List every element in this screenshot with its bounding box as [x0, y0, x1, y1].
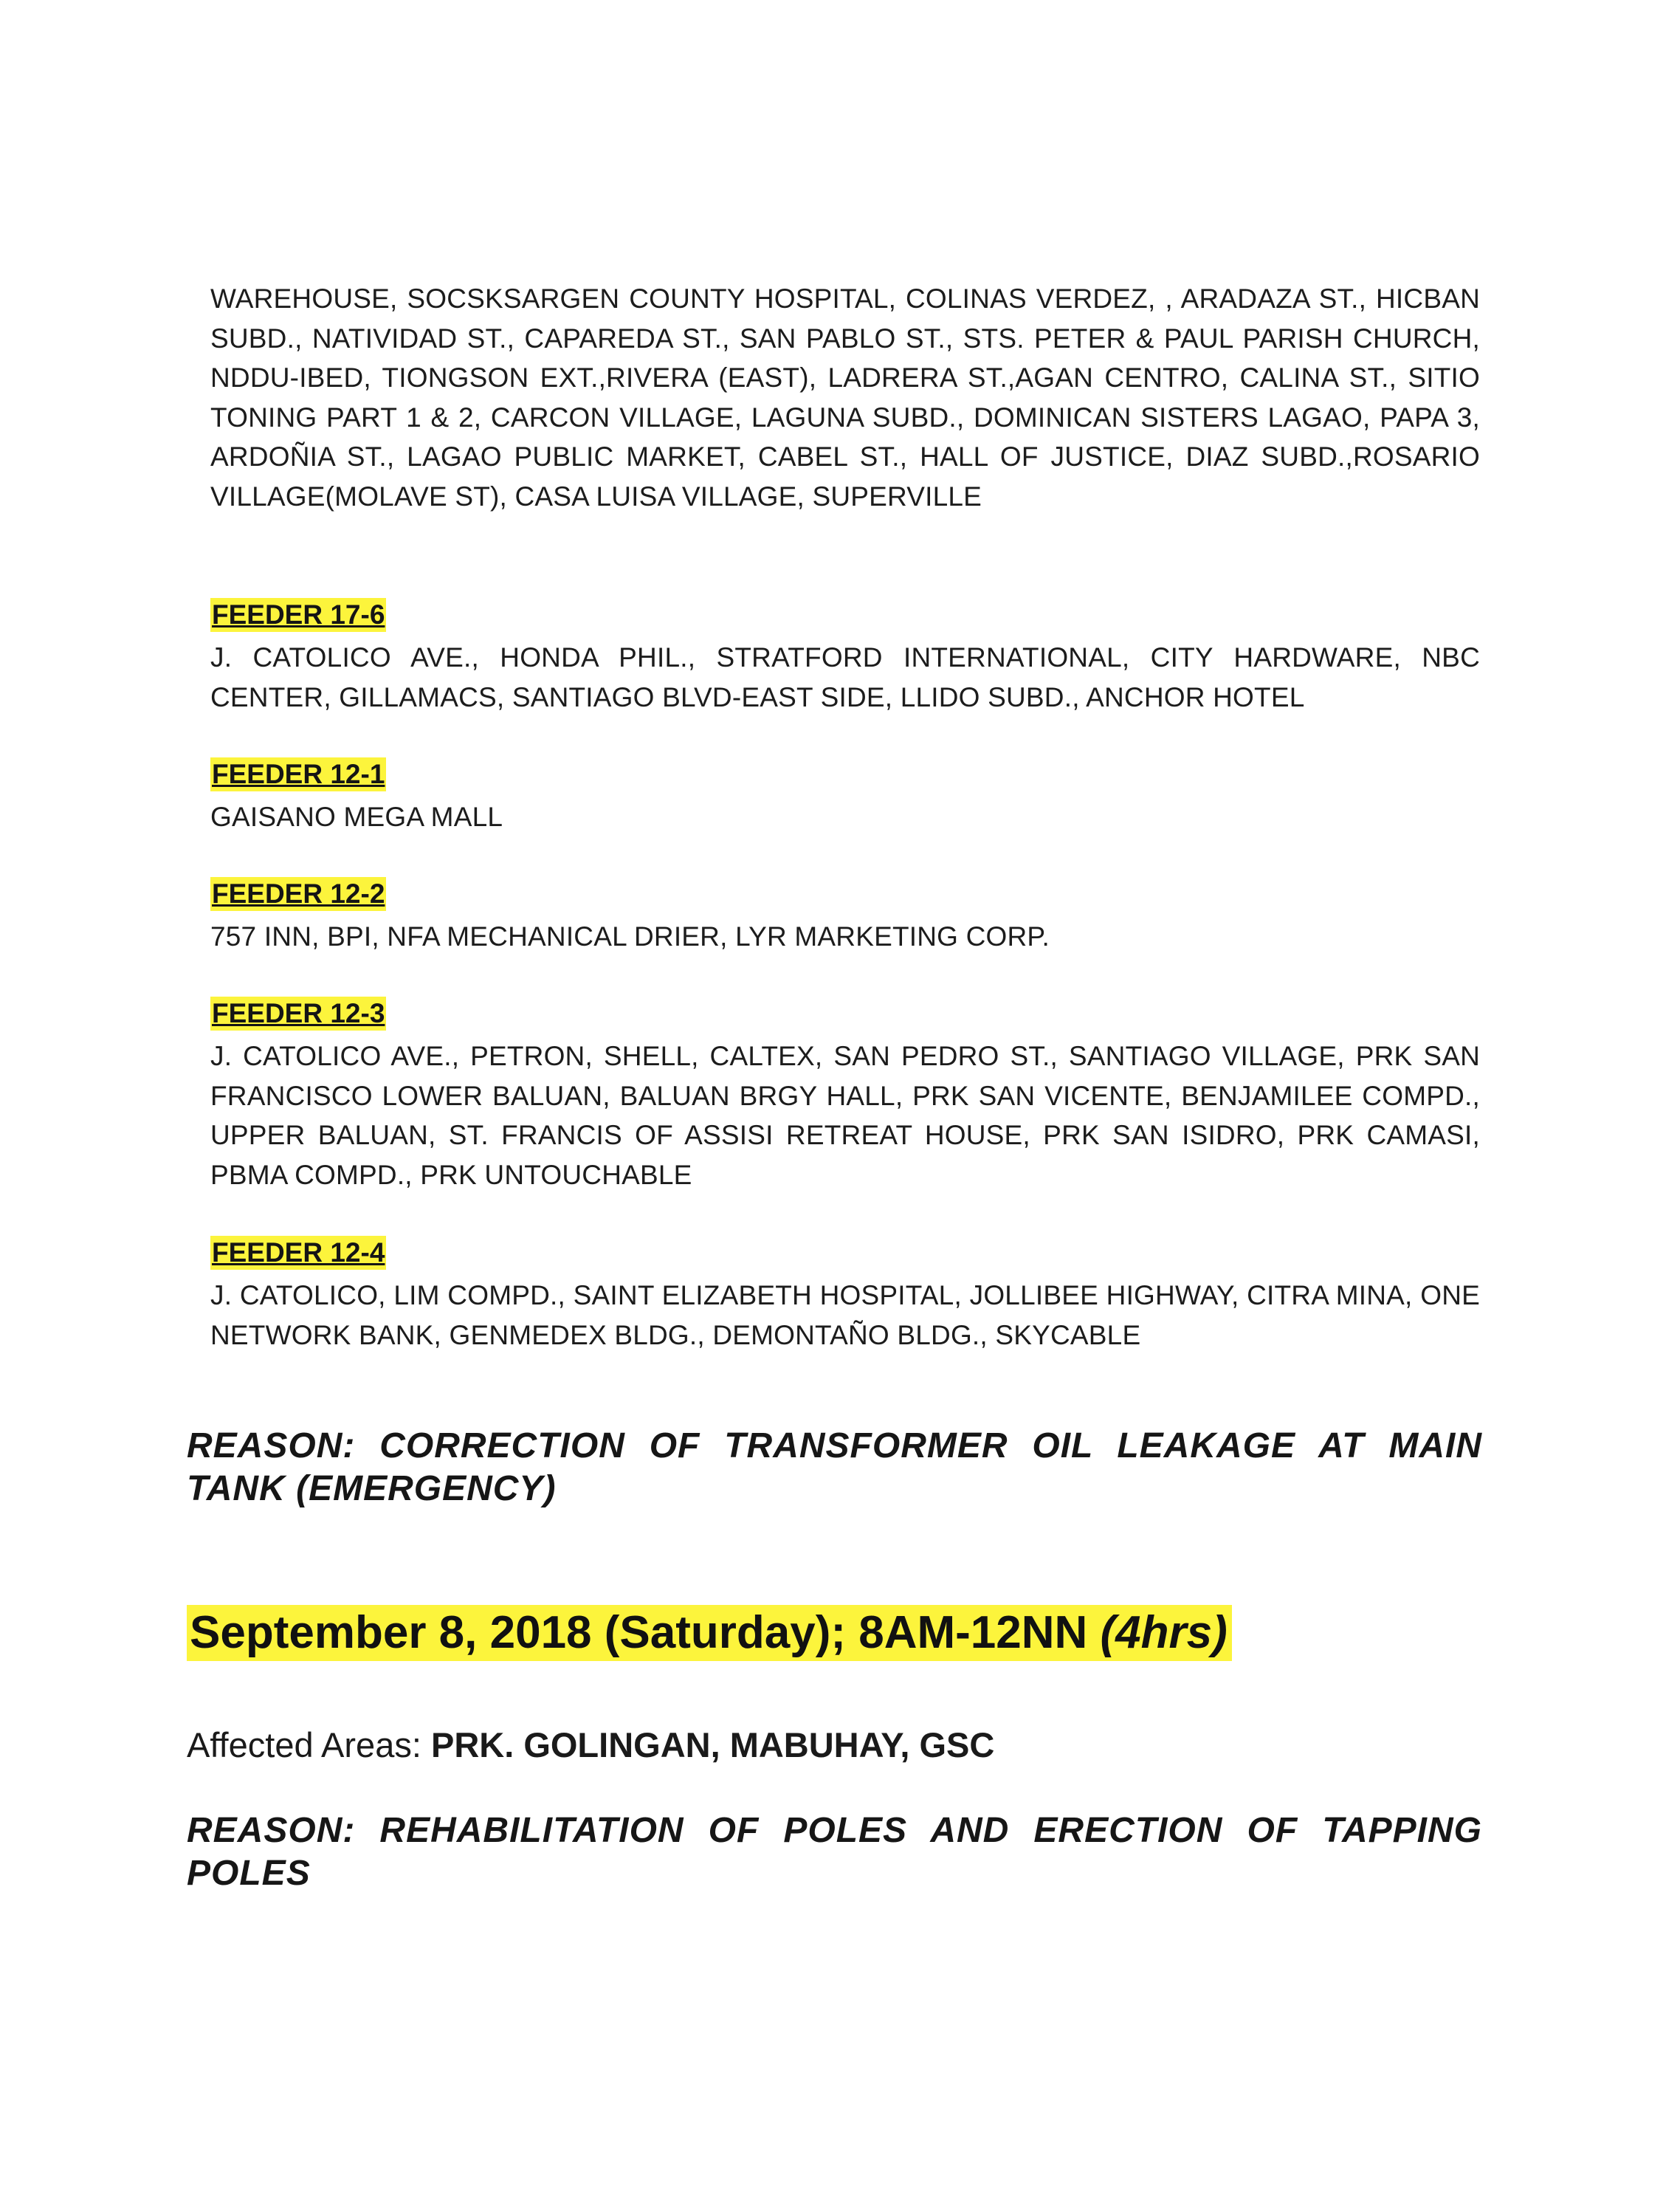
reason-rehabilitation: REASON: REHABILITATION OF POLES AND ERECTION OF TAPPING POLES	[187, 1811, 1482, 1893]
feeder-12-2-areas: 757 INN, BPI, NFA MECHANICAL DRIER, LYR MARKETING CORP.	[210, 921, 1050, 952]
feeder-12-1-heading: FEEDER 12-1	[210, 757, 386, 791]
feeder-12-4-areas: J. CATOLICO, LIM COMPD., SAINT ELIZABETH HOSPITAL, JOLLIBEE HIGHWAY, CITRA MINA, ONE NETWORK BANK, GENMEDEX BLDG., DEMONTAÑO BLDG., SKYCABLE	[210, 1280, 1480, 1350]
feeder-12-2-heading: FEEDER 12-2	[210, 877, 386, 911]
feeder-17-6-heading: FEEDER 17-6	[210, 598, 386, 632]
schedule-duration: (4hrs)	[1100, 1607, 1228, 1658]
feeder-12-3-heading: FEEDER 12-3	[210, 997, 386, 1031]
affected-areas-values: PRK. GOLINGAN, MABUHAY, GSC	[430, 1725, 995, 1764]
affected-areas-label: Affected Areas:	[187, 1725, 421, 1764]
affected-areas-line	[187, 1725, 994, 1766]
schedule-date: September 8, 2018 (Saturday); 8AM-12NN	[190, 1607, 1088, 1658]
intro-areas-paragraph: WAREHOUSE, SOCSKSARGEN COUNTY HOSPITAL, COLINAS VERDEZ, , ARADAZA ST., HICBAN SUBD., NATIVIDAD ST., CAPAREDA ST., SAN PABLO ST., STS. PETER & PAUL PARISH CHURCH, NDDU-IBED, TIONGSON EXT.,RIVERA (EAST), LADRERA ST.,AGAN CENTRO, CALINA ST., SITIO TONING PART 1 & 2, CARCON VILLAGE, LAGUNA SUBD., DOMINICAN SISTERS LAGAO, PAPA 3, ARDOÑIA ST., LAGAO PUBLIC MARKET, CABEL ST., HALL OF JUSTICE, DIAZ SUBD.,ROSARIO VILLAGE(MOLAVE ST), CASA LUISA VILLAGE, SUPERVILLE	[210, 283, 1480, 512]
feeder-17-6-areas: J. CATOLICO AVE., HONDA PHIL., STRATFORD INTERNATIONAL, CITY HARDWARE, NBC CENTER, GILLAMACS, SANTIAGO BLVD-EAST SIDE, LLIDO SUBD., ANCHOR HOTEL	[210, 642, 1480, 712]
feeder-12-1-areas: GAISANO MEGA MALL	[210, 802, 503, 832]
schedule-date-banner	[187, 1605, 1232, 1661]
feeder-12-3-areas: J. CATOLICO AVE., PETRON, SHELL, CALTEX, SAN PEDRO ST., SANTIAGO VILLAGE, PRK SAN FRANCISCO LOWER BALUAN, BALUAN BRGY HALL, PRK SAN VICENTE, BENJAMILEE COMPD., UPPER BALUAN, ST. FRANCIS OF ASSISI RETREAT HOUSE, PRK SAN ISIDRO, PRK CAMASI, PBMA COMPD., PRK UNTOUCHABLE	[210, 1041, 1480, 1190]
reason-oil-leakage: REASON: CORRECTION OF TRANSFORMER OIL LEAKAGE AT MAIN TANK (EMERGENCY)	[187, 1426, 1482, 1508]
feeder-12-4-heading: FEEDER 12-4	[210, 1236, 386, 1270]
